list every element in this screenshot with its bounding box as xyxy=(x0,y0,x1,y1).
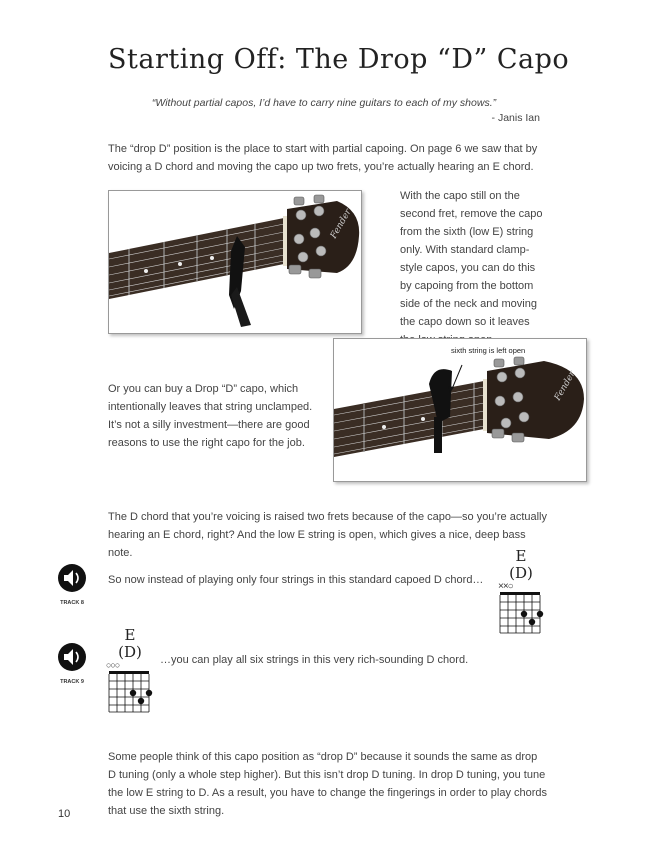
capo-explanation-paragraph xyxy=(108,508,548,562)
text-line: voicing a D chord and moving the capo up two frets, you’re actually hearing an E chord. xyxy=(108,161,534,173)
drop-d-capo-illustration xyxy=(334,339,586,481)
track-label: TRACK 8 xyxy=(60,600,84,606)
track-8-audio[interactable] xyxy=(52,563,92,606)
chord-grid xyxy=(105,670,155,716)
capo-photo-1 xyxy=(108,190,362,334)
page-title: Starting Off: The Drop “D” Capo xyxy=(108,44,570,75)
text-line: The “drop D” position is the place to start with partial capoing. On page 6 we saw that by xyxy=(108,143,538,155)
svg-text:Fender: Fender xyxy=(328,207,354,241)
text-line: Or you can buy a Drop “D” capo, which xyxy=(108,383,299,395)
svg-text:Fender: Fender xyxy=(552,369,578,403)
quote: “Without partial capos, I’d have to carry nine guitars to each of my shows.” xyxy=(151,97,497,109)
page-number: 10 xyxy=(58,808,71,820)
chord-diagram-2 xyxy=(105,627,155,721)
intro-paragraph xyxy=(108,140,548,176)
text-line: Some people think of this capo position as “drop D” because it sounds the same as drop xyxy=(108,751,538,763)
text-line: that use the sixth string. xyxy=(108,805,225,817)
guitar-neck-illustration xyxy=(109,191,361,333)
text-line: second fret, remove the capo xyxy=(400,208,543,220)
side-paragraph xyxy=(400,187,550,349)
track-9-text: …you can play all six strings in this very rich-sounding D chord. xyxy=(160,654,469,666)
text-line: reasons to use the right capo for the job. xyxy=(108,437,305,449)
string-markers: ××○ xyxy=(498,581,513,592)
speaker-icon xyxy=(57,563,87,593)
track-9-audio[interactable] xyxy=(52,642,92,685)
chord-name: E xyxy=(515,547,527,565)
text-line: hearing an E chord, right? And the low E string is open, which gives a nice, deep bass note. xyxy=(108,529,526,559)
chord-subname: (D) xyxy=(118,643,142,661)
text-line: intentionally leaves that string unclamped. xyxy=(108,401,313,413)
track-label: TRACK 9 xyxy=(60,679,84,685)
drop-d-paragraph xyxy=(108,380,328,452)
text-line: only. With standard clamp- xyxy=(400,244,530,256)
text-line: It’s not a silly investment—there are good xyxy=(108,419,310,431)
text-line: the capo down so it leaves xyxy=(400,316,530,328)
chord-grid xyxy=(496,591,546,637)
string-markers: ○○○ xyxy=(106,660,120,670)
text-line: The D chord that you’re voicing is raised two frets because of the capo—so you’re actually xyxy=(108,511,548,523)
text-line: the low E string to D. As a result, you have to change the fingerings in order to play chords xyxy=(108,787,548,799)
speaker-icon xyxy=(57,642,87,672)
chord-diagram-1 xyxy=(496,548,546,642)
final-paragraph xyxy=(108,748,558,820)
text-line: from the sixth (low E) string xyxy=(400,226,534,238)
chord-subname: (D) xyxy=(509,564,533,582)
text-line: With the capo still on the xyxy=(400,190,520,202)
capo-photo-2 xyxy=(333,338,587,482)
text-line: by capoing from the bottom xyxy=(400,280,534,292)
quote-attribution: - Janis Ian xyxy=(491,112,540,124)
text-line: style capos, you can do this xyxy=(400,262,536,274)
text-line: D tuning (only a whole step higher). But this isn’t drop D tuning. In drop D tuning, you tune xyxy=(108,769,546,781)
photo-caption: sixth string is left open xyxy=(451,346,526,355)
text-line: side of the neck and moving xyxy=(400,298,537,310)
chord-name: E xyxy=(124,626,136,644)
track-8-text: So now instead of playing only four strings in this standard capoed D chord… xyxy=(108,574,484,586)
